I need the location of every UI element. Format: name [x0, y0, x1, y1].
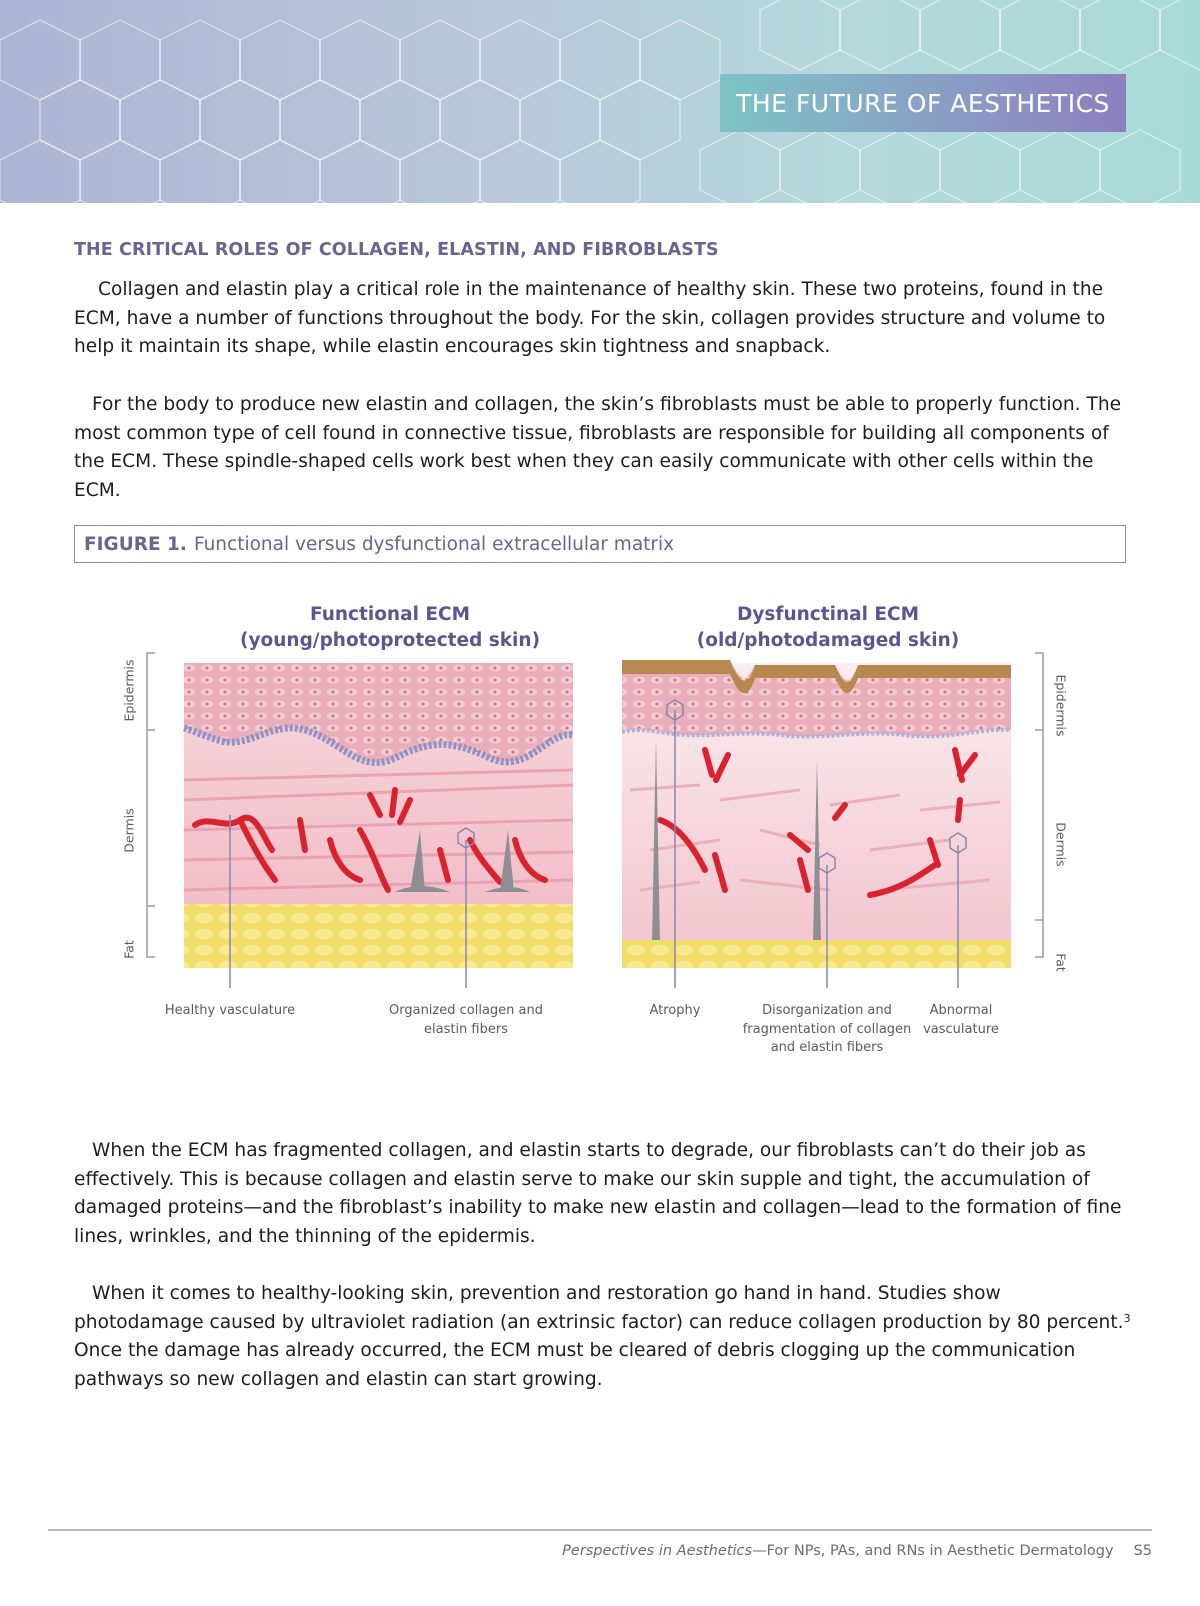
banner-title: THE FUTURE OF AESTHETICS	[720, 74, 1126, 132]
callout-organized-fibers	[376, 1002, 556, 1039]
callout-disorg-line3: and elastin fibers	[770, 1040, 884, 1055]
right-label-epidermis: Epidermis	[1053, 674, 1069, 737]
dysfunctional-ecm-title-line1: Dysfunctinal ECM	[736, 604, 920, 625]
paragraph-prevention	[74, 1280, 1134, 1395]
page-number: S5	[1133, 1543, 1152, 1559]
callout-abnormal-line2: vasculature	[923, 1021, 999, 1037]
paragraph-prevention-part2: Once the damage has already occurred, the ECM must be cleared of debris clogging up the communication pathways so new collagen and elastin can start growing.	[74, 1340, 1076, 1391]
right-label-dermis: Dermis	[1053, 822, 1069, 867]
dysfunctional-ecm-panel	[622, 660, 1011, 988]
ecm-figure	[0, 590, 1200, 1090]
paragraph-collagen-elastin: Collagen and elastin play a critical role in the maintenance of healthy skin. These two proteins, found in the ECM, have a number of functions throughout the body. For the skin, collagen provides structure and volume to help it maintain its shape, while elastin encourages skin tightness and snapback.	[74, 279, 1106, 358]
page-footer	[562, 1543, 1152, 1559]
footer-journal-title: Perspectives in Aesthetics	[562, 1543, 753, 1559]
functional-ecm-title-line2: (young/photoprotected skin)	[240, 630, 541, 651]
callout-disorg-line1: Disorganization and	[762, 1003, 892, 1018]
figure-caption: Functional versus dysfunctional extracellular matrix	[193, 533, 675, 555]
callout-abnormal-line1: Abnormal	[929, 1003, 993, 1018]
functional-ecm-panel	[184, 663, 573, 988]
header-banner	[0, 0, 1200, 203]
citation-superscript: 3	[1123, 1311, 1131, 1325]
left-label-epidermis: Epidermis	[121, 659, 137, 722]
callout-organized-line2: elastin fibers	[424, 1021, 508, 1037]
callout-healthy-vasculature: Healthy vasculature	[164, 1003, 296, 1018]
functional-ecm-title-line1: Functional ECM	[310, 604, 470, 625]
footer-journal-subtitle: —For NPs, PAs, and RNs in Aesthetic Dermatology	[752, 1543, 1114, 1559]
callout-disorg-line2: fragmentation of collagen	[742, 1021, 912, 1037]
paragraph-fibroblasts: For the body to produce new elastin and collagen, the skin’s fibroblasts must be able to properly function. The most common type of cell found in connective tissue, fibroblasts are responsible for building all components of the ECM. These spindle-shaped cells work best when they can easily communicate with other cells within the ECM.	[74, 394, 1122, 502]
left-label-fat: Fat	[121, 940, 137, 959]
right-label-fat: Fat	[1053, 953, 1069, 972]
functional-ecm-title	[240, 602, 540, 654]
dysfunctional-ecm-title	[678, 602, 978, 654]
callout-disorganization	[737, 1002, 917, 1058]
section-heading: THE CRITICAL ROLES OF COLLAGEN, ELASTIN, AND FIBROBLASTS	[74, 240, 719, 260]
paragraph-fragmented-ecm: When the ECM has fragmented collagen, and elastin starts to degrade, our fibroblasts can’t do their job as effectively. This is because collagen and elastin serve to make our skin supple and tight, the accumulation of damaged proteins—and the fibroblast’s inability to make new elastin and collagen—lead to the formation of fine lines, wrinkles, and the thinning of the epidermis.	[74, 1140, 1122, 1248]
figure-caption-box	[74, 525, 1126, 563]
figure-label: FIGURE 1.	[84, 533, 187, 555]
callout-atrophy: Atrophy	[649, 1003, 701, 1018]
paragraph-prevention-part1: When it comes to healthy-looking skin, prevention and restoration go hand in hand. Studies show photodamage caused by ultraviolet radiation (an extrinsic factor) can reduce collagen production by 80 percent.	[74, 1283, 1124, 1333]
left-label-dermis: Dermis	[121, 808, 137, 853]
callout-organized-line1: Organized collagen and	[389, 1003, 543, 1018]
footer-divider	[48, 1529, 1152, 1531]
callout-abnormal-vasculature	[913, 1002, 1009, 1039]
dysfunctional-ecm-title-line2: (old/photodamaged skin)	[696, 630, 960, 651]
